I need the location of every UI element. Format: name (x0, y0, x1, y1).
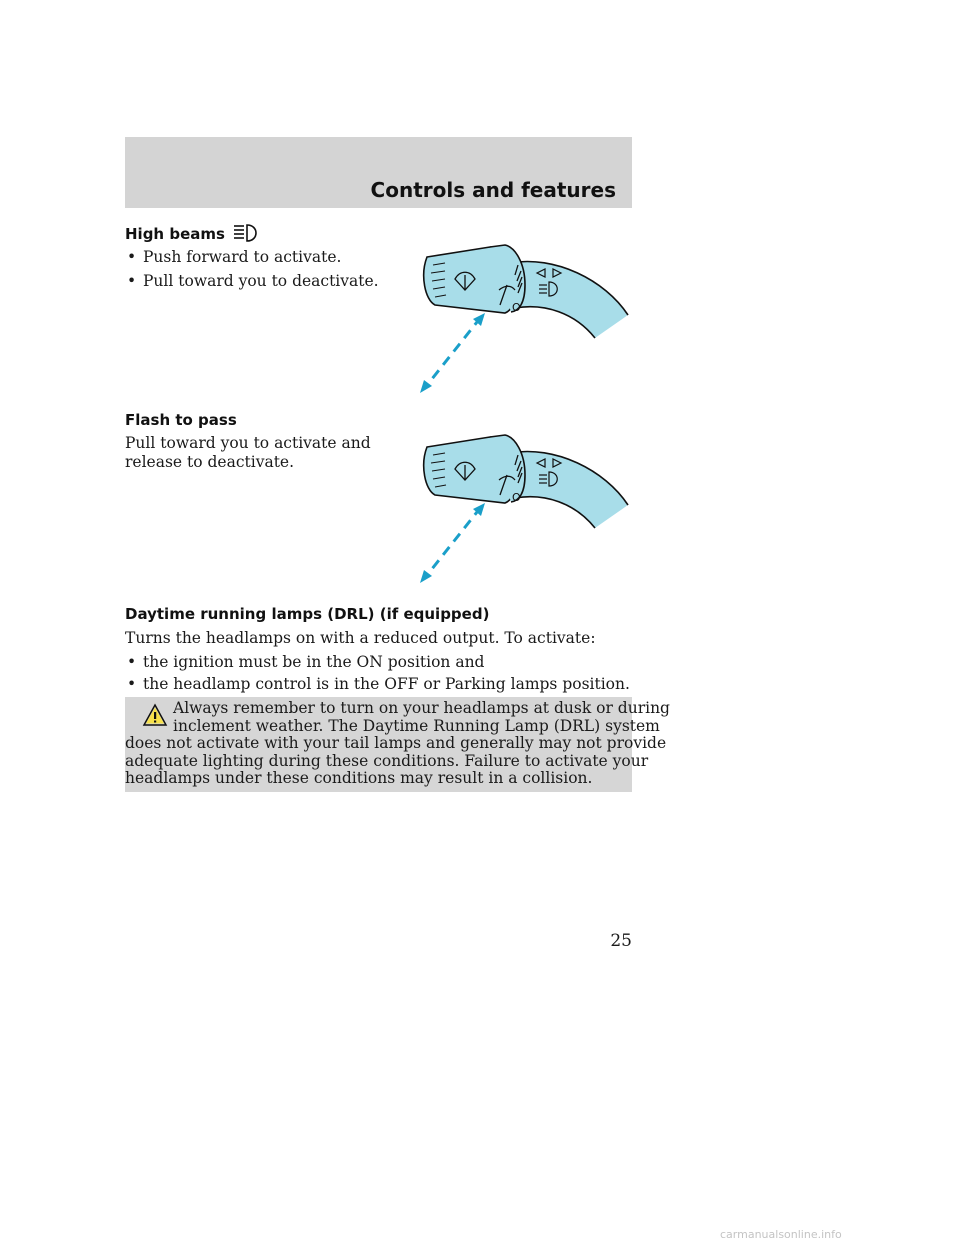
header-band (125, 137, 632, 208)
drl-heading: Daytime running lamps (DRL) (if equipped) (125, 605, 490, 623)
warning-line-2: inclement weather. The Daytime Running Lamp (DRL) system (173, 716, 660, 735)
warning-line-1: Always remember to turn on your headlamps at dusk or during (173, 699, 670, 717)
warning-box (125, 697, 670, 792)
high-beams-heading-text: High beams (125, 225, 225, 243)
stalk-illustration-flash-to-pass (415, 425, 635, 585)
high-beams-bullet-2-text: Pull toward you to deactivate. (143, 272, 379, 290)
warning-line-4: adequate lighting during these conditions. Failure to activate your (125, 751, 649, 770)
bullet-dot: • (127, 272, 137, 290)
watermark-text: carmanualsonline.info (720, 1228, 842, 1241)
flash-to-pass-line-1: Pull toward you to activate and (125, 434, 371, 452)
warning-line-3: does not activate with your tail lamps and generally may not provide (125, 734, 667, 752)
bullet-dot: • (127, 248, 137, 266)
drl-bullet-1-text: the ignition must be in the ON position and (143, 653, 485, 671)
flash-to-pass-heading: Flash to pass (125, 411, 237, 429)
high-beam-icon (233, 223, 261, 243)
drl-bullet-2-text: the headlamp control is in the OFF or Parking lamps position. (143, 675, 630, 693)
bullet-dot: • (127, 675, 137, 693)
warning-triangle-icon (142, 703, 168, 727)
stalk-off-mark: O (512, 301, 521, 314)
page-header-title: Controls and features (370, 178, 616, 202)
bullet-dot: • (127, 653, 137, 671)
high-beams-heading (125, 223, 261, 243)
drl-intro: Turns the headlamps on with a reduced output. To activate: (125, 629, 596, 647)
stalk-off-mark: O (512, 491, 521, 504)
stalk-illustration-high-beams (415, 235, 635, 395)
high-beams-bullet-1-text: Push forward to activate. (143, 248, 342, 266)
flash-to-pass-line-2: release to deactivate. (125, 453, 295, 471)
warning-line-5: headlamps under these conditions may result in a collision. (125, 769, 593, 787)
page-number: 25 (610, 931, 632, 951)
